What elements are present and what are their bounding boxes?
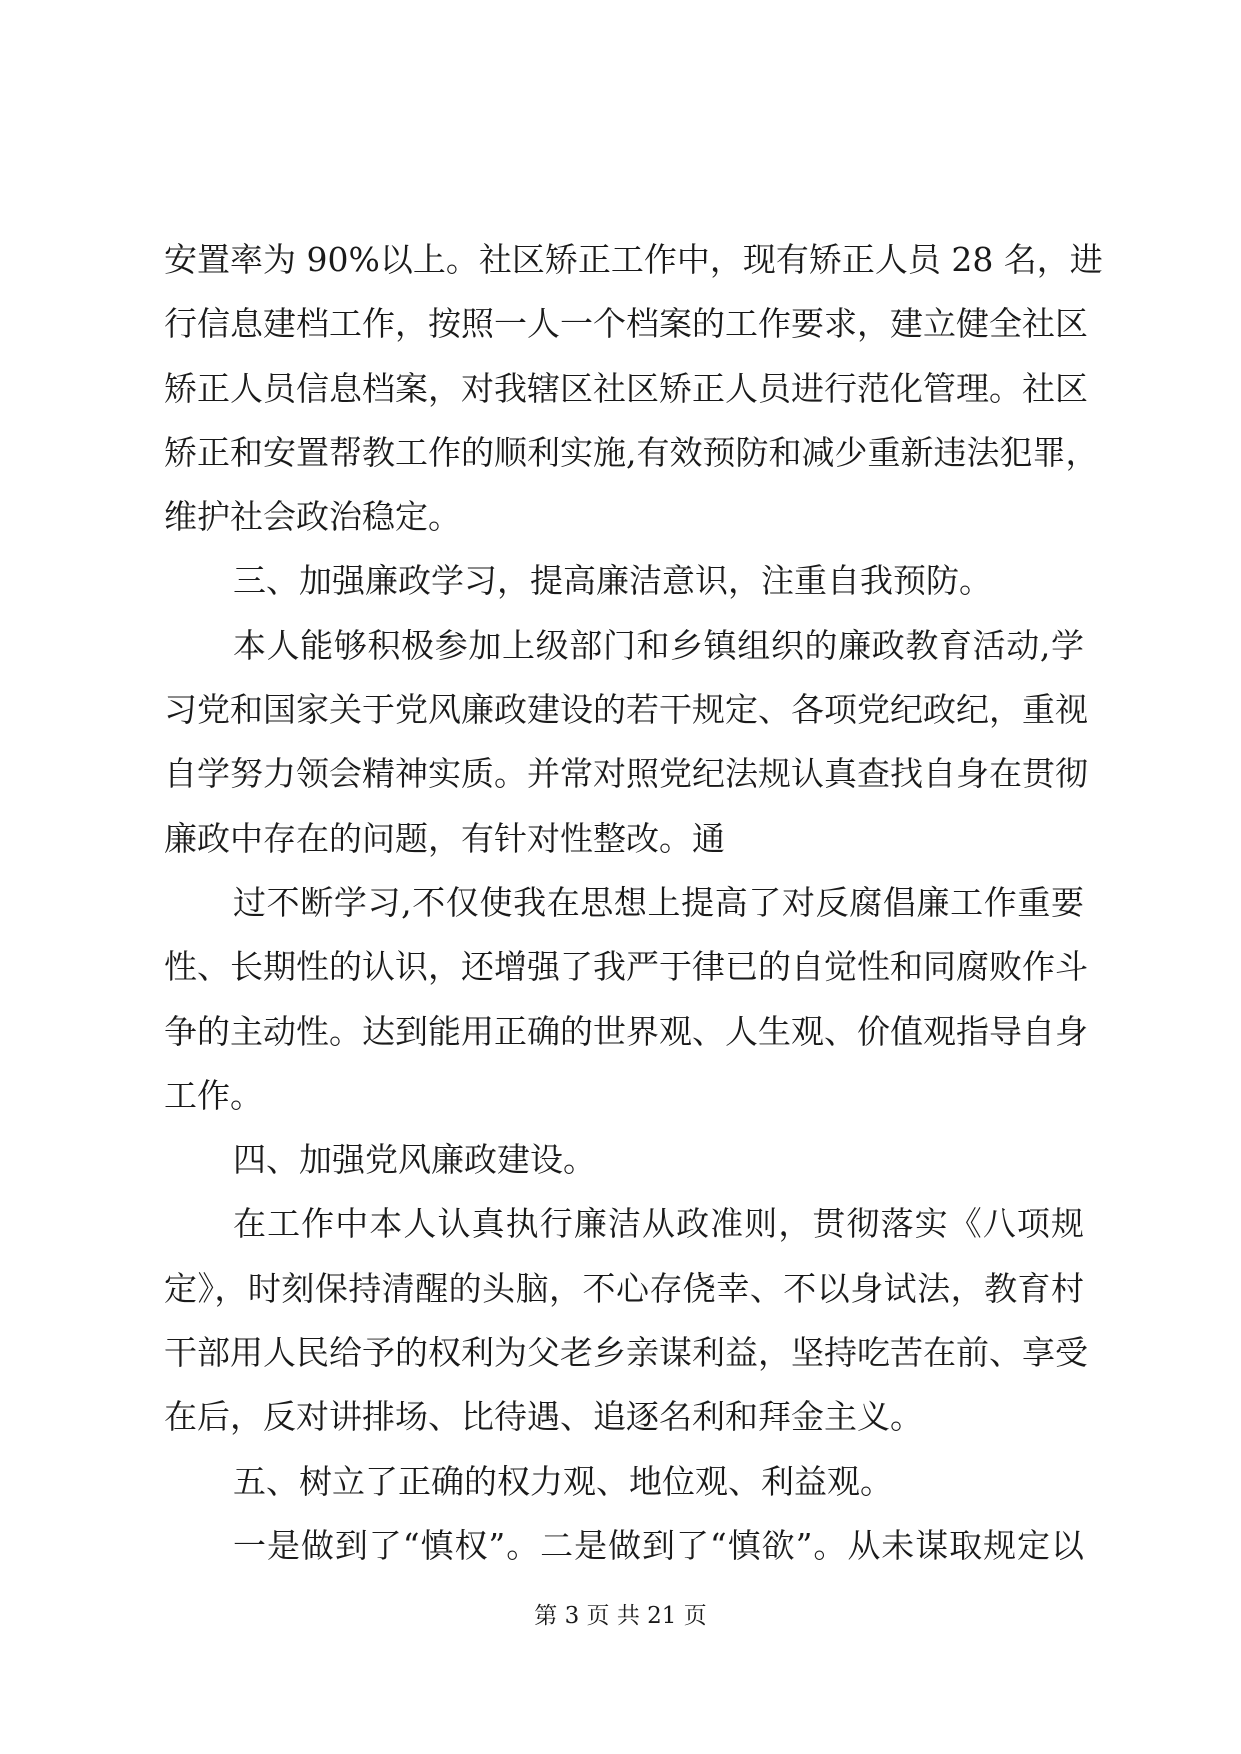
- text-line: 争的主动性。达到能用正确的世界观、人生观、价值观指导自身: [164, 1011, 1088, 1051]
- text-line: 干部用人民给予的权利为父老乡亲谋利益，坚持吃苦在前、享受: [164, 1333, 1088, 1373]
- section-heading: 四、加强党风廉政建设。: [233, 1140, 596, 1180]
- text-line: 定》，时刻保持清醒的头脑，不心存侥幸、不以身试法，教育村: [164, 1268, 1084, 1308]
- text-line: 矫正人员信息档案，对我辖区社区矫正人员进行范化管理。社区: [164, 368, 1088, 408]
- text-line: 维护社会政治稳定。: [164, 497, 461, 537]
- text-line: 工作。: [164, 1075, 263, 1115]
- text-line: 习党和国家关于党风廉政建设的若干规定、各项党纪政纪，重视: [164, 690, 1088, 730]
- page-number-footer: 第 3 页 共 21 页: [534, 1603, 707, 1629]
- text-line: 一是做到了“慎权”。二是做到了“慎欲”。从未谋取规定以: [233, 1525, 1084, 1565]
- text-line: 在后，反对讲排场、比待遇、追逐名利和拜金主义。: [164, 1397, 923, 1437]
- text-line: 过不断学习,不仅使我在思想上提高了对反腐倡廉工作重要: [233, 882, 1084, 922]
- body-text: [164, 228, 1103, 1578]
- text-line: 在工作中本人认真执行廉洁从政准则，贯彻落实《八项规: [233, 1204, 1084, 1244]
- text-line: 性、长期性的认识，还增强了我严于律已的自觉性和同腐败作斗: [164, 947, 1088, 987]
- text-line: 矫正和安置帮教工作的顺利实施,有效预防和减少重新违法犯罪，: [164, 432, 1099, 472]
- section-heading: 三、加强廉政学习，提高廉洁意识，注重自我预防。: [233, 561, 992, 601]
- text-line: 廉政中存在的问题，有针对性整改。通: [164, 818, 725, 858]
- section-heading: 五、树立了正确的权力观、地位观、利益观。: [233, 1461, 893, 1501]
- text-line: 本人能够积极参加上级部门和乡镇组织的廉政教育活动,学: [233, 625, 1084, 665]
- text-line: 自学努力领会精神实质。并常对照党纪法规认真查找自身在贯彻: [164, 754, 1088, 794]
- text-line: 行信息建档工作，按照一人一个档案的工作要求，建立健全社区: [164, 304, 1088, 344]
- text-line: 安置率为 90%以上。社区矫正工作中，现有矫正人员 28 名，进: [164, 240, 1103, 279]
